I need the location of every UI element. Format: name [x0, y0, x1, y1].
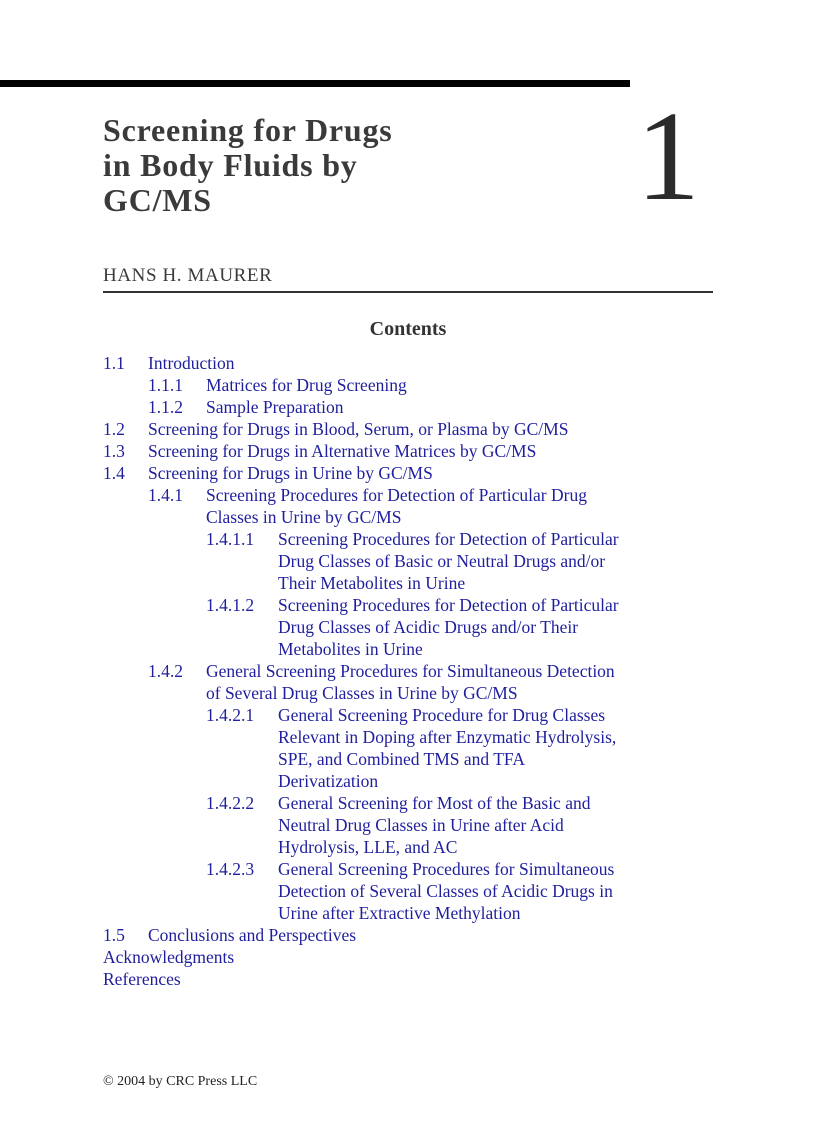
toc-entry-number: 1.1.2: [148, 397, 183, 417]
toc-entry[interactable]: [0, 968, 816, 990]
toc-entry-text[interactable]: Classes in Urine by GC/MS: [206, 507, 402, 527]
toc-entry-text[interactable]: Urine after Extractive Methylation: [278, 903, 521, 923]
toc-entry[interactable]: [0, 374, 816, 396]
toc-entry-text[interactable]: Relevant in Doping after Enzymatic Hydrolysis,: [278, 727, 617, 747]
toc-entry-number: 1.1: [103, 353, 125, 373]
toc-entry-text[interactable]: Hydrolysis, LLE, and AC: [278, 837, 458, 857]
toc-entry-text[interactable]: Introduction: [148, 353, 235, 373]
toc-entry-number: 1.3: [103, 441, 125, 461]
toc-entry-number: 1.4.2.1: [206, 705, 255, 725]
toc-entry-text[interactable]: Conclusions and Perspectives: [148, 925, 357, 945]
toc-entry-number: 1.4.1.1: [206, 529, 255, 549]
toc-entry-text[interactable]: SPE, and Combined TMS and TFA: [278, 749, 525, 769]
toc-entry-text[interactable]: Screening for Drugs in Alternative Matrices by GC/MS: [148, 441, 537, 461]
toc-entry-number: 1.4.2: [148, 661, 183, 681]
toc-entry[interactable]: [0, 440, 816, 462]
toc-entry-text[interactable]: Detection of Several Classes of Acidic Drugs in: [278, 881, 613, 901]
toc-entry-text[interactable]: General Screening Procedures for Simultaneous: [278, 859, 615, 879]
toc-entry[interactable]: [0, 418, 816, 440]
toc-entry-text[interactable]: General Screening Procedure for Drug Classes: [278, 705, 606, 725]
toc-entry-number: 1.5: [103, 925, 125, 945]
toc-entry[interactable]: [0, 858, 816, 924]
toc-entry-number: 1.2: [103, 419, 125, 439]
chapter-number: 1: [636, 85, 700, 227]
toc-entry[interactable]: [0, 946, 816, 968]
toc-entry-number: 1.4: [103, 463, 125, 483]
chapter-title-line-1: Screening for Drugs: [103, 112, 393, 148]
toc-entry[interactable]: [0, 660, 816, 704]
toc-entry-text[interactable]: Drug Classes of Acidic Drugs and/or Their: [278, 617, 579, 637]
toc-entry-number: 1.1.1: [148, 375, 183, 395]
copyright-notice: © 2004 by CRC Press LLC: [103, 1074, 258, 1089]
toc-entry[interactable]: [0, 528, 816, 594]
toc-entry-text[interactable]: Screening Procedures for Detection of Particular: [278, 529, 619, 549]
toc-entry-text[interactable]: Sample Preparation: [206, 397, 344, 417]
toc-entry[interactable]: [0, 924, 816, 946]
table-of-contents: [0, 352, 816, 990]
toc-entry-text[interactable]: Derivatization: [278, 771, 379, 791]
toc-entry-text[interactable]: Screening Procedures for Detection of Particular Drug: [206, 485, 587, 505]
toc-entry-text[interactable]: Acknowledgments: [103, 947, 235, 967]
toc-entry-number: 1.4.2.3: [206, 859, 255, 879]
toc-entry-text[interactable]: Screening for Drugs in Blood, Serum, or Plasma by GC/MS: [148, 419, 569, 439]
toc-entry-text[interactable]: References: [103, 969, 181, 989]
chapter-title-line-2: in Body Fluids by: [103, 147, 358, 183]
toc-entry[interactable]: [0, 792, 816, 858]
toc-entry-text[interactable]: Matrices for Drug Screening: [206, 375, 407, 395]
toc-entry-text[interactable]: General Screening for Most of the Basic and: [278, 793, 591, 813]
toc-entry[interactable]: [0, 396, 816, 418]
top-rule: [0, 80, 630, 87]
toc-entry-number: 1.4.2.2: [206, 793, 255, 813]
toc-entry[interactable]: [0, 594, 816, 660]
toc-entry[interactable]: [0, 462, 816, 484]
toc-entry-text[interactable]: Their Metabolites in Urine: [278, 573, 466, 593]
toc-entry[interactable]: [0, 704, 816, 792]
chapter-title: [103, 113, 583, 218]
chapter-title-line-3: GC/MS: [103, 182, 212, 218]
toc-entry-number: 1.4.1.2: [206, 595, 255, 615]
toc-entry[interactable]: [0, 352, 816, 374]
toc-entry-text[interactable]: Drug Classes of Basic or Neutral Drugs and/or: [278, 551, 606, 571]
toc-entry-number: 1.4.1: [148, 485, 183, 505]
toc-entry-text[interactable]: Screening Procedures for Detection of Particular: [278, 595, 619, 615]
toc-entry[interactable]: [0, 484, 816, 528]
toc-entry-text[interactable]: Metabolites in Urine: [278, 639, 423, 659]
author-name: HANS H. MAURER: [103, 265, 273, 286]
toc-entry-text[interactable]: Screening for Drugs in Urine by GC/MS: [148, 463, 433, 483]
toc-entry-text[interactable]: Neutral Drug Classes in Urine after Acid: [278, 815, 564, 835]
toc-entry-text[interactable]: General Screening Procedures for Simultaneous Detection: [206, 661, 615, 681]
author-rule: [103, 291, 713, 293]
contents-heading: Contents: [369, 318, 447, 340]
toc-entry-text[interactable]: of Several Drug Classes in Urine by GC/MS: [206, 683, 518, 703]
